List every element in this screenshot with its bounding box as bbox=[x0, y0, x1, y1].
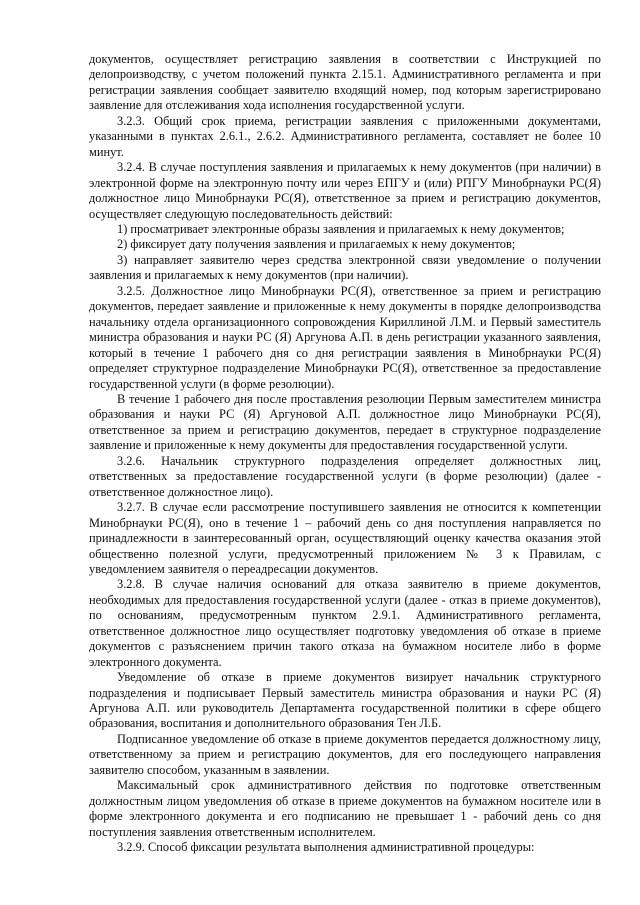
list-item-2: 2) фиксирует дату получения заявления и прилагаемых к нему документов; bbox=[117, 237, 516, 252]
paragraph-max-term: Максимальный срок административного действия по подготовке ответственным должностным лицом уведомления об отказе в приеме документов на бумажном носителе или в форме электронного документа и его подписанию не превышает 1 - рабочий день со дня поступления заявления ответственным исполнителем. bbox=[89, 778, 601, 839]
paragraph-registration-continued: документов, осуществляет регистрацию заявления в соответствии с Инструкцией по делопроизводству, с учетом положений пункта 2.15.1. Административного регламента и при регистрации заявления сообщает заявителю входящий номер, под которым зарегистрировано заявление для отслеживания хода исполнения государственной услуги. bbox=[89, 52, 601, 113]
document-page bbox=[89, 52, 601, 856]
paragraph-3-2-5: 3.2.5. Должностное лицо Минобрнауки РС(Я), ответственное за прием и регистрацию документов, передает заявление и приложенные к нему документы в порядке делопроизводства начальнику отдела организационного сопровождения Кириллиной Л.М. и Первый заместитель министра образования и науки РС (Я) Аргунова А.П. в день регистрации указанного заявления, который в течение 1 рабочего дня со дня регистрации заявления в Минобрнауки РС(Я) определяет структурное подразделение Минобрнауки РС(Я), ответственное за предоставление государственной услуги (в форме резолюции). bbox=[89, 283, 601, 391]
paragraph-3-2-6: 3.2.6. Начальник структурного подразделения определяет должностных лиц, ответственных за предоставление государственной услуги (в форме резолюции) (далее - ответственное должностное лицо). bbox=[89, 453, 601, 499]
list-item-1: 1) просматривает электронные образы заявления и прилагаемых к нему документов; bbox=[117, 221, 565, 236]
paragraph-refusal-delivery: Подписанное уведомление об отказе в приеме документов передается должностному лицу, ответственному за прием и регистрацию документов, для его последующего направления заявителю способом, указанным в заявлении. bbox=[89, 731, 601, 777]
paragraph-resolution-transfer: В течение 1 рабочего дня после проставления резолюции Первым заместителем министра образования и науки РС (Я) Аргуновой А.П. должностное лицо Минобрнауки РС(Я), ответственное за прием и регистрацию документов, передает в структурное подразделение заявление и приложенные к нему документы для предоставления государственной услуги. bbox=[89, 391, 601, 453]
paragraph-refusal-approval: Уведомление об отказе в приеме документов визирует начальник структурного подразделения и подписывает Первый заместитель министра образования и науки РС (Я) Аргунова А.П. или руководитель Департамента государственной политики в сфере общего образования, воспитания и дополнительного образования Тен Л.Б. bbox=[89, 670, 601, 731]
paragraph-3-2-4: 3.2.4. В случае поступления заявления и прилагаемых к нему документов (при наличии) в электронной форме на электронную почту или через ЕПГУ и (или) РПГУ Минобрнауки РС(Я) должностное лицо Минобрнауки РС(Я), ответственное за прием и регистрацию документов, осуществляет следующую последовательность действий: bbox=[89, 160, 601, 221]
paragraph-3-2-7: 3.2.7. В случае если рассмотрение поступившего заявления не относится к компетенции Минобрнауки РС(Я), оно в течение 1 – рабочий день со дня поступления направляется по принадлежности в заинтересованный орган, осуществляющий оценку качества оказания этой общественно полезной услуги, предусмотренный приложением № 3 к Правилам, с уведомлением заявителя о переадресации документов. bbox=[89, 500, 601, 576]
paragraph-3-2-8: 3.2.8. В случае наличия оснований для отказа заявителю в приеме документов, необходимых для предоставления государственной услуги (далее - отказ в приеме документов), по основаниям, предусмотренным пунктом 2.9.1. Административного регламента, ответственное должностное лицо осуществляет подготовку уведомления об отказе в приеме документов с разъяснением причин такого отказа на бумажном носителе либо в форме электронного документа. bbox=[89, 577, 601, 669]
list-item-3: 3) направляет заявителю через средства электронной связи уведомление о получении заявления и прилагаемых к нему документов (при наличии). bbox=[89, 252, 601, 283]
paragraph-3-2-3: 3.2.3. Общий срок приема, регистрации заявления с приложенными документами, указанными в пунктах 2.6.1., 2.6.2. Административного регламента, составляет не более 10 минут. bbox=[89, 113, 601, 159]
paragraph-3-2-9: 3.2.9. Способ фиксации результата выполнения административной процедуры: bbox=[117, 840, 535, 855]
